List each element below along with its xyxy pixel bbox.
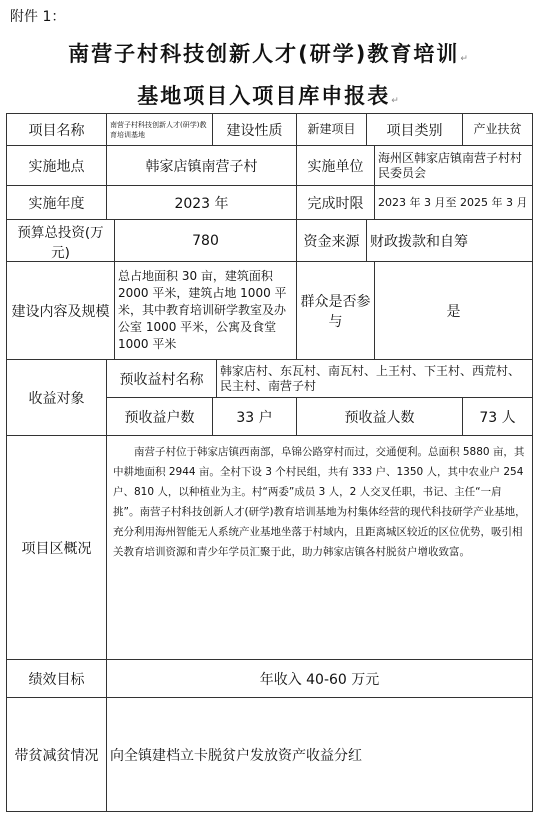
paragraph-mark-icon: ↵ [391,96,399,106]
annex-label: 附件 1： [10,9,66,25]
location-label: 实施地点 [7,146,107,186]
application-form-table [6,113,533,812]
overview-value[interactable]: 南营子村位于韩家店镇西南部，阜锦公路穿村而过，交通便利。总面积 5880 亩，其中耕地面积 2944 亩。全村下设 3 个村民组，共有 333 户、1350 人，其中农业户 254 户、810 人，以种植业为主。村“两委”成员 3 人，2 人交叉任职，书记、主任“一肩挑”。南营子村科技创新人才(研学)教育培训基地为村集体经营的现代科技研学产业基地，充分利用海州智能无人系统产业基地坐落于村域内，且距离城区较近的区位优势，吸引相关教育培训资源和青少年学员汇聚于此，助力韩家店镇各村脱贫户增收致富。 [107,436,533,660]
people-label: 预收益人数 [297,398,463,436]
table-row [7,660,533,698]
households-label: 预收益户数 [107,398,213,436]
title-line1-text: 南营子村科技创新人才(研学)教育培训 [68,42,460,66]
fund-source-label: 资金来源 [297,220,367,262]
location-value[interactable]: 韩家店镇南营子村 [107,146,297,186]
form-title-line2 [0,80,536,110]
content-value[interactable]: 总占地面积 30 亩，建筑面积 2000 平米，建筑占地 1000 平米，其中教育培训研学教室及办公室 1000 平米，公寓及食堂 1000 平米 [115,262,297,360]
project-name-label: 项目名称 [7,114,107,146]
build-nature-value[interactable]: 新建项目 [297,114,367,146]
public-participation-label: 群众是否参与 [297,262,375,360]
goal-value[interactable]: 年收入 40-60 万元 [107,660,533,698]
project-type-value[interactable]: 产业扶贫 [463,114,533,146]
build-nature-label: 建设性质 [213,114,297,146]
year-label: 实施年度 [7,186,107,220]
fund-source-value[interactable]: 财政拨款和自筹 [367,220,533,262]
poverty-value[interactable]: 向全镇建档立卡脱贫户发放资产收益分红 [107,698,533,812]
table-row [7,186,533,220]
villages-label: 预收益村名称 [107,360,217,398]
people-value[interactable]: 73 人 [463,398,533,436]
project-type-label: 项目类别 [367,114,463,146]
budget-label: 预算总投资(万元) [7,220,115,262]
title-line2-text: 基地项目入项目库申报表 [137,84,391,108]
table-row [7,698,533,812]
table-row [7,114,533,146]
unit-label: 实施单位 [297,146,375,186]
goal-label: 绩效目标 [7,660,107,698]
form-title-line1 [0,38,536,68]
table-row [7,220,533,262]
poverty-label: 带贫减贫情况 [7,698,107,812]
public-participation-value[interactable]: 是 [375,262,533,360]
paragraph-mark-icon: ↵ [460,54,468,64]
table-row [7,146,533,186]
unit-value[interactable]: 海州区韩家店镇南营子村村民委员会 [375,146,533,186]
year-value[interactable]: 2023 年 [107,186,297,220]
table-row [7,436,533,660]
table-row [7,360,533,398]
table-row [7,262,533,360]
households-value[interactable]: 33 户 [213,398,297,436]
villages-value[interactable]: 韩家店村、东瓦村、南瓦村、上王村、下王村、西荒村、民主村、南营子村 [217,360,533,398]
budget-value[interactable]: 780 [115,220,297,262]
overview-label: 项目区概况 [7,436,107,660]
project-name-value[interactable]: 南营子村科技创新人才(研学)教育培训基地 [107,114,213,146]
deadline-value[interactable]: 2023 年 3 月至 2025 年 3 月 [375,186,533,220]
content-label: 建设内容及规模 [7,262,115,360]
beneficiary-label: 收益对象 [7,360,107,436]
deadline-label: 完成时限 [297,186,375,220]
